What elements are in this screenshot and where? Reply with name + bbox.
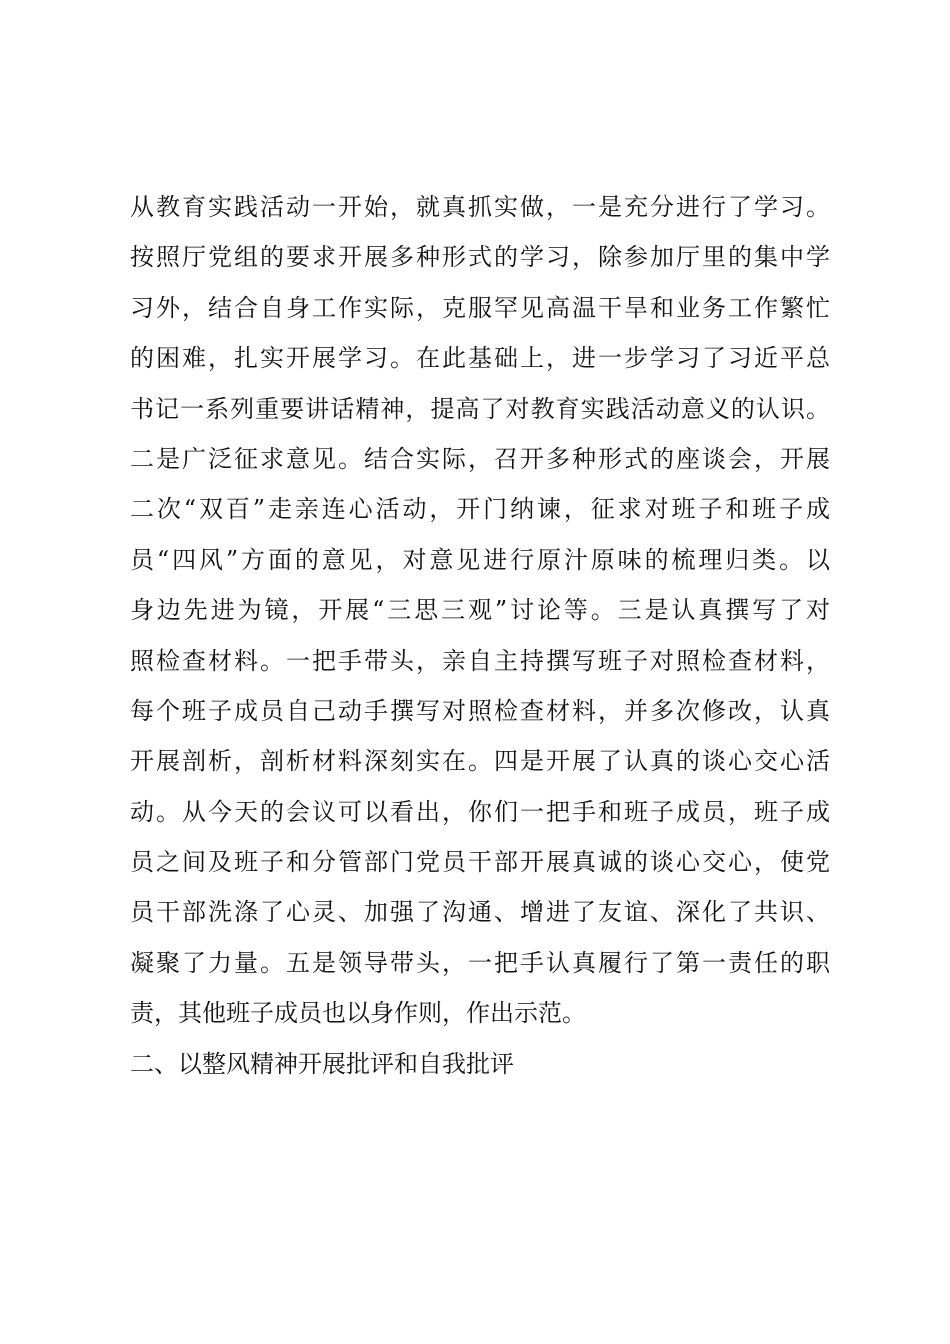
paragraph-line: 的困难，扎实开展学习。在此基础上，进一步学习了习近平总 (130, 344, 830, 373)
paragraph-line: 习外，结合自身工作实际，克服罕见高温干旱和业务工作繁忙 (130, 293, 830, 322)
paragraph-line: 二次“双百”走亲连心活动，开门纳谏，征求对班子和班子成 (130, 495, 830, 524)
paragraph-line: 身边先进为镜，开展“三思三观”讨论等。三是认真撰写了对 (130, 596, 830, 625)
paragraph-line: 凝聚了力量。五是领导带头，一把手认真履行了第一责任的职 (130, 948, 830, 977)
paragraph-line: 二是广泛征求意见。结合实际，召开多种形式的座谈会，开展 (130, 444, 830, 473)
body-text (130, 182, 830, 1089)
paragraph-line: 责，其他班子成员也以身作则，作出示范。 (130, 999, 586, 1028)
paragraph-line: 动。从今天的会议可以看出，你们一把手和班子成员，班子成 (130, 797, 830, 826)
paragraph-line: 每个班子成员自己动手撰写对照检查材料，并多次修改，认真 (130, 696, 830, 725)
paragraph-line: 员之间及班子和分管部门党员干部开展真诚的谈心交心，使党 (130, 848, 830, 877)
paragraph-line: 从教育实践活动一开始，就真抓实做，一是充分进行了学习。 (130, 193, 830, 221)
paragraph-line: 员“四风”方面的意见，对意见进行原汁原味的梳理归类。以 (130, 545, 830, 574)
paragraph-line: 员干部洗涤了心灵、加强了沟通、增进了友谊、深化了共识、 (130, 898, 830, 927)
paragraph-line: 按照厅党组的要求开展多种形式的学习，除参加厅里的集中学 (130, 243, 830, 272)
paragraph-line: 开展剖析，剖析材料深刻实在。四是开展了认真的谈心交心活 (130, 747, 830, 776)
paragraph-line: 照检查材料。一把手带头，亲自主持撰写班子对照检查材料， (130, 646, 830, 675)
paragraph-line: 书记一系列重要讲话精神，提高了对教育实践活动意义的认识。 (130, 394, 830, 423)
section-heading: 二、以整风精神开展批评和自我批评 (130, 1049, 514, 1078)
